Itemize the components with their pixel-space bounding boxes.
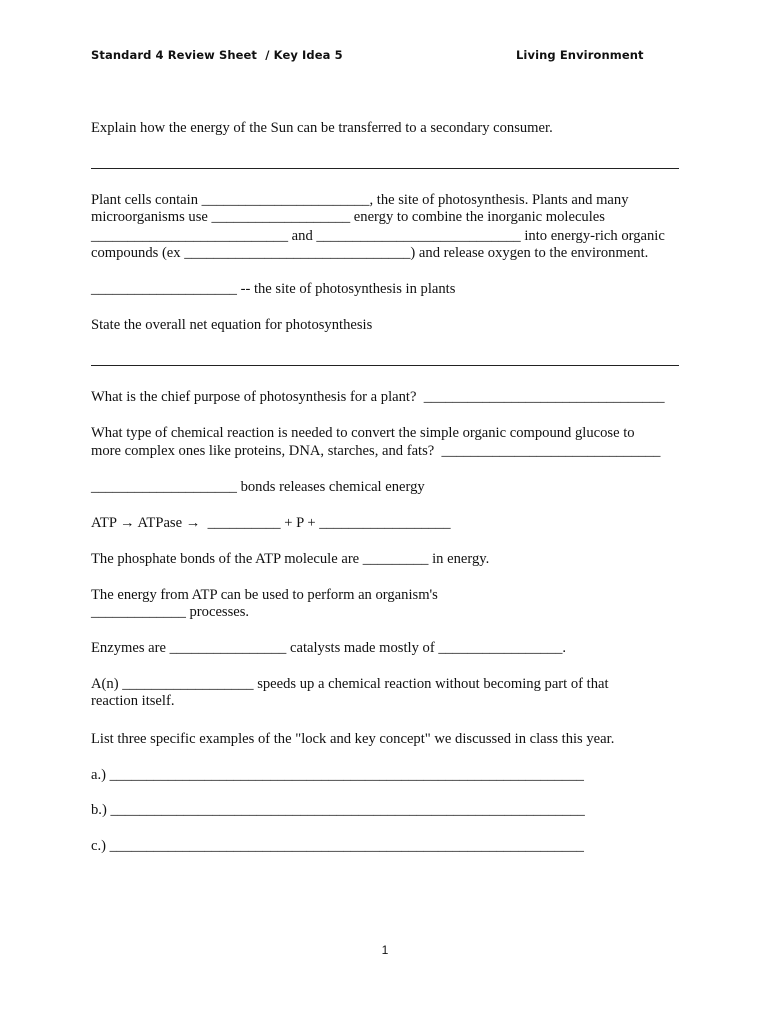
question-chief-purpose: What is the chief purpose of photosynthesis for a plant? _________________________________ <box>91 389 665 405</box>
example-c: c.) _________________________________________________________________ <box>91 838 584 854</box>
plant-cells-line-3: ___________________________ and ____________________________ into energy-rich organic <box>91 228 665 244</box>
question-bonds: ____________________ bonds releases chemical energy <box>91 479 425 495</box>
question-sun-energy: Explain how the energy of the Sun can be transferred to a secondary consumer. <box>91 120 553 136</box>
question-lock-key: List three specific examples of the "lock and key concept" we discussed in class this year. <box>91 731 615 747</box>
plant-cells-line-4: compounds (ex _______________________________) and release oxygen to the environment. <box>91 245 649 261</box>
question-atp: ATP → ATPase → __________ + P + __________________ <box>91 515 451 531</box>
plant-cells-line-1: Plant cells contain _______________________, the site of photosynthesis. Plants and many <box>91 192 629 208</box>
catalyst-line-2: reaction itself. <box>91 693 175 709</box>
reaction-type-line-1: What type of chemical reaction is needed to convert the simple organic compound glucose to <box>91 425 635 441</box>
header-subject: Living Environment <box>516 48 644 62</box>
atp-use-line-2: _____________ processes. <box>91 604 250 620</box>
atp-use-line-1: The energy from ATP can be used to perform an organism's <box>91 587 438 603</box>
page-number: 1 <box>381 943 389 957</box>
answer-line <box>91 168 679 169</box>
answer-line <box>91 365 679 366</box>
header-title: Standard 4 Review Sheet / Key Idea 5 <box>91 48 343 62</box>
question-enzymes: Enzymes are ________________ catalysts made mostly of _________________. <box>91 640 567 656</box>
question-phosphate: The phosphate bonds of the ATP molecule are _________ in energy. <box>91 551 490 567</box>
example-a: a.) _________________________________________________________________ <box>91 767 584 783</box>
catalyst-line-1: A(n) __________________ speeds up a chemical reaction without becoming part of that <box>91 676 609 692</box>
example-b: b.) _________________________________________________________________ <box>91 802 585 818</box>
question-net-equation: State the overall net equation for photosynthesis <box>91 317 373 333</box>
question-site: ____________________ -- the site of photosynthesis in plants <box>91 281 456 297</box>
plant-cells-line-2: microorganisms use ___________________ energy to combine the inorganic molecules <box>91 209 605 225</box>
reaction-type-line-2: more complex ones like proteins, DNA, starches, and fats? ______________________________ <box>91 443 661 459</box>
